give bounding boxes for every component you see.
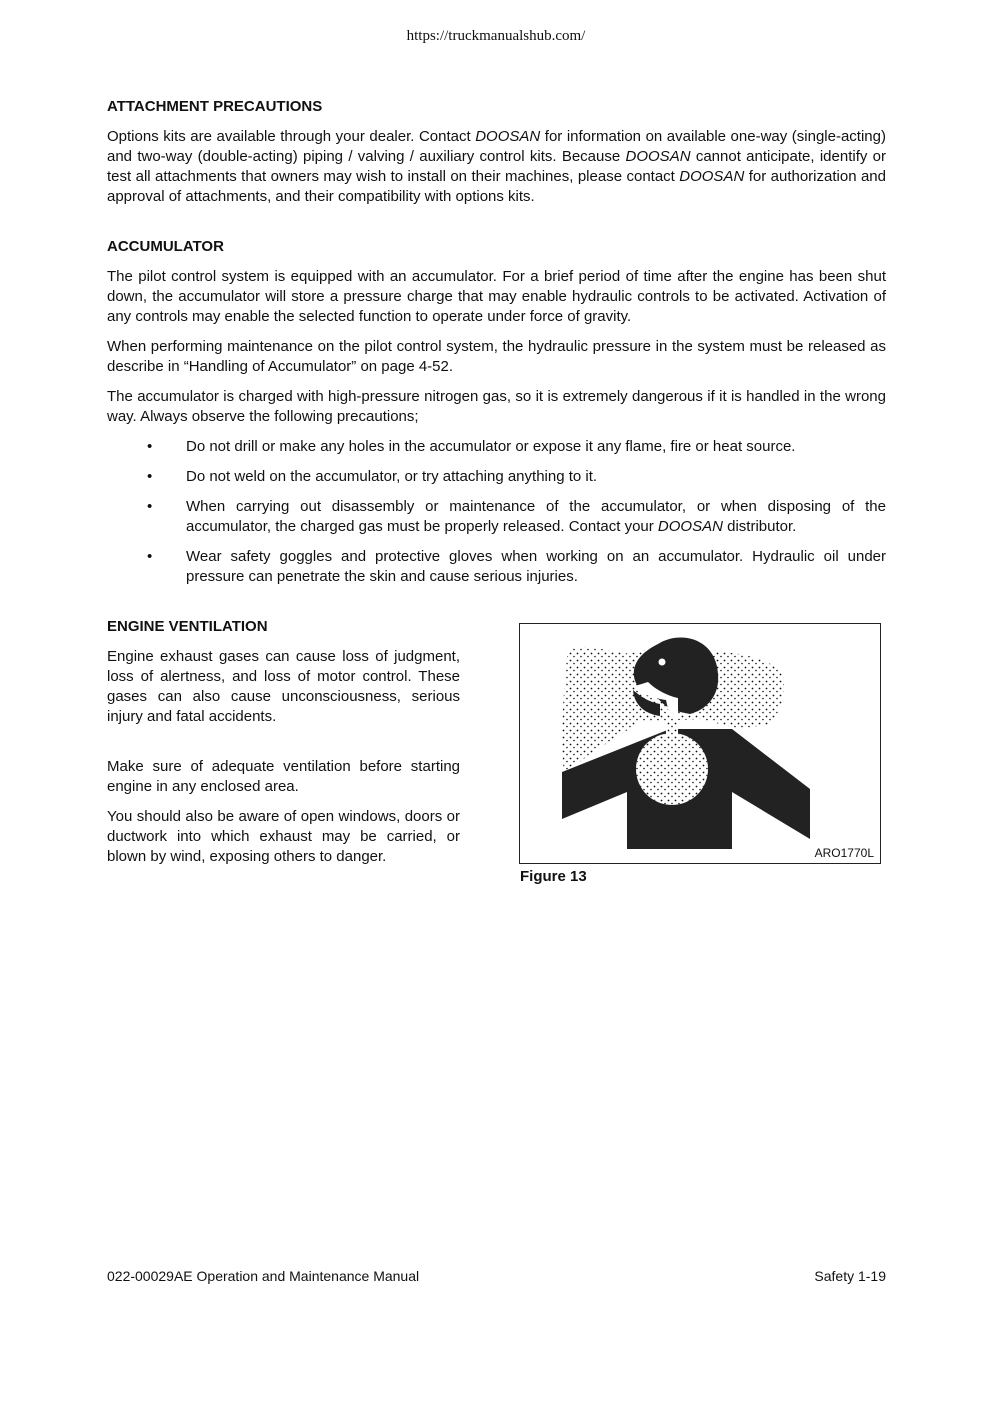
footer-manual-title: 022-00029AE Operation and Maintenance Manual [107, 1268, 420, 1284]
figure-13 [519, 623, 881, 864]
toxic-gas-inhalation-warning-icon [520, 624, 880, 863]
bullet-icon: • [147, 468, 153, 485]
bullet-icon: • [147, 548, 153, 565]
engine-ventilation-paragraph-2: Make sure of adequate ventilation before starting engine in any enclosed area. [107, 758, 460, 795]
engine-ventilation-paragraph-3: You should also be aware of open windows, doors or ductwork into which exhaust may be carried, or blown by wind, exposing others to danger. [107, 808, 460, 865]
accumulator-paragraph-2: When performing maintenance on the pilot control system, the hydraulic pressure in the system must be released as describe in “Handling of Accumulator” on page 4-52. [107, 338, 886, 375]
bullet-icon: • [147, 498, 153, 515]
footer-page-number: Safety 1-19 [814, 1268, 886, 1284]
list-item: • Do not weld on the accumulator, or try attaching anything to it. [147, 468, 598, 485]
engine-ventilation-heading: ENGINE VENTILATION [107, 618, 268, 635]
accumulator-heading: ACCUMULATOR [107, 238, 224, 255]
attachment-precautions-heading: ATTACHMENT PRECAUTIONS [107, 98, 323, 115]
accumulator-paragraph-3: The accumulator is charged with high-pressure nitrogen gas, so it is extremely dangerous if it is handled in the wrong way. Always observe the following precautions; [107, 388, 886, 425]
figure-code: ARO1770L [814, 846, 874, 860]
attachment-precautions-paragraph: Options kits are available through your dealer. Contact DOOSAN for information on available one-way (single-acting) and two-way (double-acting) piping / valving / auxiliary control kits. Because DOOSAN cannot anticipate, identify or test all attachments that owners may wish to install on their machines, please contact DOOSAN for authorization and approval of attachments, and their compatibility with options kits. [107, 128, 886, 205]
accumulator-paragraph-1: The pilot control system is equipped with an accumulator. For a brief period of time after the engine has been shut down, the accumulator will store a pressure charge that may enable hydraulic controls to be activated. Activation of any controls may enable the selected function to operate under force of gravity. [107, 268, 886, 325]
list-item: • Do not drill or make any holes in the accumulator or expose it any flame, fire or heat source. [147, 438, 796, 455]
header-url: https://truckmanualshub.com/ [406, 28, 586, 44]
engine-ventilation-paragraph-1: Engine exhaust gases can cause loss of judgment, loss of alertness, and loss of motor control. These gases can also cause unconsciousness, serious injury and fatal accidents. [107, 648, 460, 725]
bullet-icon: • [147, 438, 153, 455]
figure-caption: Figure 13 [520, 868, 587, 885]
list-item: • Wear safety goggles and protective gloves when working on an accumulator. Hydraulic oil under pressure can penetrate the skin and cause serious injuries. [147, 548, 886, 585]
list-item: • When carrying out disassembly or maintenance of the accumulator, or when disposing of the accumulator, the charged gas must be properly released. Contact your DOOSAN distributor. [147, 498, 886, 535]
accumulator-precautions-list [107, 437, 886, 597]
